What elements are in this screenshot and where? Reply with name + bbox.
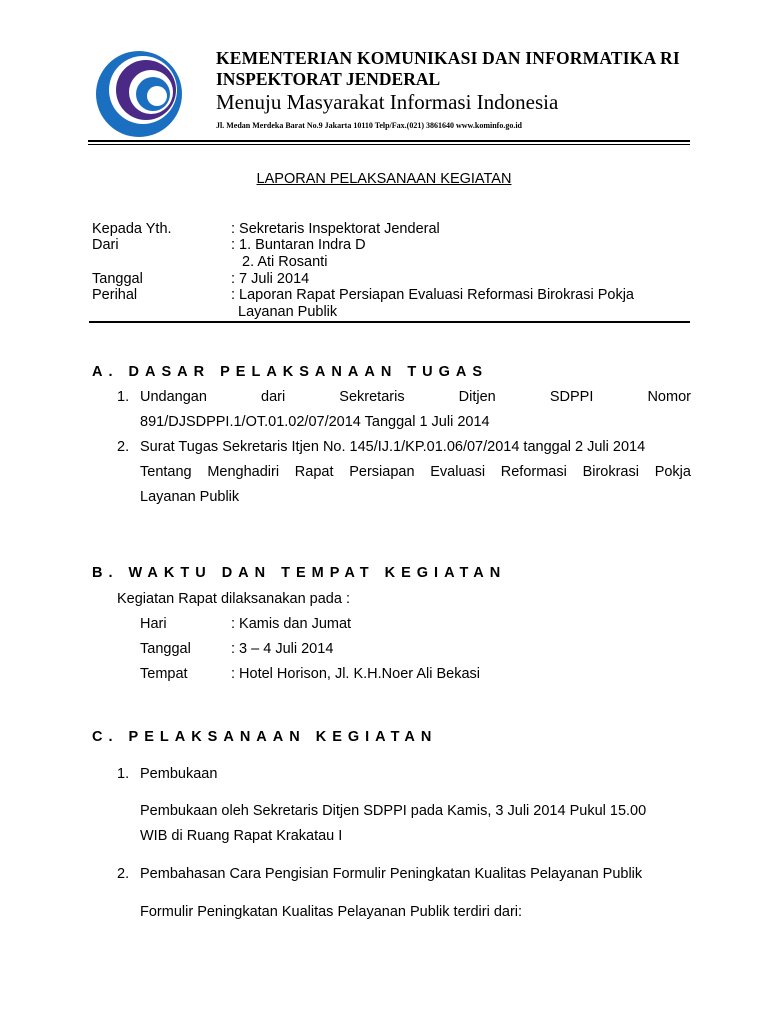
section-a-heading: A. DASAR PELAKSANAAN TUGAS xyxy=(92,364,489,380)
header-divider xyxy=(88,140,690,142)
word: Sekretaris xyxy=(339,389,405,405)
tanggal-kegiatan-value: : 3 – 4 Juli 2014 xyxy=(231,641,334,657)
section-a-item1-line1 xyxy=(140,389,691,405)
kepada-value: : Sekretaris Inspektorat Jenderal xyxy=(231,221,440,237)
word: dari xyxy=(261,389,286,405)
word: Reformasi xyxy=(500,464,567,480)
perihal-value-2: Layanan Publik xyxy=(238,304,338,320)
tempat-label: Tempat xyxy=(140,666,188,682)
section-a-item1-line2: 891/DJSDPPI.1/OT.01.02/07/2014 Tanggal 1 Juli 2014 xyxy=(140,414,490,430)
dari-label: Dari xyxy=(92,237,119,253)
header-divider-thin xyxy=(88,144,690,145)
ministry-name: KEMENTERIAN KOMUNIKASI DAN INFORMATIKA RI xyxy=(216,48,680,68)
address: Jl. Medan Merdeka Barat No.9 Jakarta 10110 Telp/Fax.(021) 3861640 www.kominfo.go.id xyxy=(216,121,523,130)
section-c-item2-number: 2. xyxy=(117,866,130,882)
word: Rapat xyxy=(294,464,334,480)
section-b-heading: B. WAKTU DAN TEMPAT KEGIATAN xyxy=(92,565,507,581)
section-a-item2-line1: Surat Tugas Sekretaris Itjen No. 145/IJ.1/KP.01.06/07/2014 tanggal 2 Juli 2014 xyxy=(140,439,646,455)
section-c-item2-body: Formulir Peningkatan Kualitas Pelayanan Publik terdiri dari: xyxy=(140,904,523,920)
kepada-label: Kepada Yth. xyxy=(92,221,172,237)
section-a-item2-number: 2. xyxy=(117,439,130,455)
document-title: LAPORAN PELAKSANAAN KEGIATAN xyxy=(256,171,512,187)
section-c-item1-body-1: Pembukaan oleh Sekretaris Ditjen SDPPI pada Kamis, 3 Juli 2014 Pukul 15.00 xyxy=(140,803,647,819)
section-c-item1-number: 1. xyxy=(117,766,130,782)
tanggal-label: Tanggal xyxy=(92,271,143,287)
section-c-item2-title: Pembahasan Cara Pengisian Formulir Peningkatan Kualitas Pelayanan Publik xyxy=(140,866,643,882)
tagline: Menuju Masyarakat Informasi Indonesia xyxy=(216,90,559,114)
unit-name: INSPEKTORAT JENDERAL xyxy=(216,69,441,89)
kominfo-logo-icon xyxy=(93,50,185,138)
tempat-value: : Hotel Horison, Jl. K.H.Noer Ali Bekasi xyxy=(231,666,481,682)
tanggal-value: : 7 Juli 2014 xyxy=(231,271,310,287)
section-a-item2-line3: Layanan Publik xyxy=(140,489,240,505)
section-c-item1-title: Pembukaan xyxy=(140,766,218,782)
word: Pokja xyxy=(654,464,691,480)
word: Evaluasi xyxy=(430,464,486,480)
hari-value: : Kamis dan Jumat xyxy=(231,616,352,632)
word: Persiapan xyxy=(349,464,415,480)
dari-value-2: 2. Ati Rosanti xyxy=(242,254,328,270)
section-c-heading: C. PELAKSANAAN KEGIATAN xyxy=(92,729,438,745)
word: Ditjen xyxy=(458,389,496,405)
section-a-item2-line2 xyxy=(140,464,691,480)
word: Birokrasi xyxy=(582,464,639,480)
section-a-item1-number: 1. xyxy=(117,389,130,405)
hari-label: Hari xyxy=(140,616,167,632)
tanggal-kegiatan-label: Tanggal xyxy=(140,641,191,657)
word: Nomor xyxy=(647,389,691,405)
word: Menghadiri xyxy=(207,464,280,480)
dari-value-1: : 1. Buntaran Indra D xyxy=(231,237,366,253)
word: Tentang xyxy=(140,464,192,480)
perihal-label: Perihal xyxy=(92,287,138,303)
word: SDPPI xyxy=(549,389,594,405)
section-c-item1-body-2: WIB di Ruang Rapat Krakatau I xyxy=(140,828,343,844)
perihal-value-1: : Laporan Rapat Persiapan Evaluasi Reformasi Birokrasi Pokja xyxy=(231,287,634,303)
word: Undangan xyxy=(140,389,207,405)
section-b-intro: Kegiatan Rapat dilaksanakan pada : xyxy=(117,591,350,607)
memo-divider xyxy=(89,321,690,323)
